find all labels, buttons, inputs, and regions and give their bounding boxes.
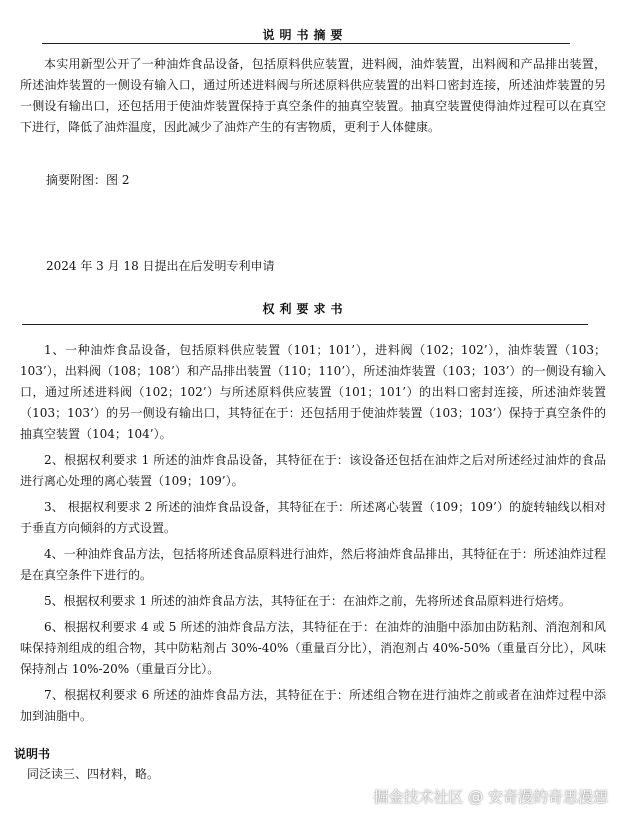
description-body: 同泛读三、四材料，略。 [27, 767, 160, 781]
claim-3: 3、 根据权利要求 2 所述的油炸食品设备，其特征在于：所述离心装置（109；109’）的旋转轴线以相对于垂直方向倾斜的方式设置。 [20, 500, 606, 535]
watermark: 掘金技术社区 @ 安奇漫的奇思漫想 [373, 788, 608, 806]
description-heading: 说明书 [14, 747, 51, 761]
claim-5: 5、根据权利要求 1 所述的油炸食品方法，其特征在于：在油炸之前，先将所述食品原料进行焙烤。 [44, 594, 571, 608]
abstract-title: 说明书摘要 [262, 28, 348, 42]
claim-1: 1、一种油炸食品设备，包括原料供应装置（101；101’），进料阀（102；102’），油炸装置（103；103’），出料阀（108；108’）和产品排出装置（110；110’），所述油炸装置（103；103’）的一侧设有输入口，通过所述进料阀（102；102’）与所述原料供应装置（101；101’）的出料口密封连接，所述油炸装置（103；103’）的另一侧设有输出口，其特征在于：还包括用于使油炸装置（103；103’）保持于真空条件的抽真空装置（104；104’）。 [20, 343, 606, 441]
claim-2: 2、根据权利要求 1 所述的油炸食品设备，其特征在于：该设备还包括在油炸之后对所述经过油炸的食品进行离心处理的离心装置（109；109’）。 [20, 453, 606, 488]
abstract-title-rule [42, 43, 570, 44]
claim-6: 6、根据权利要求 4 或 5 所述的油炸食品方法，其特征在于：在油炸的油脂中添加由防粘剂、消泡剂和风味保持剂组成的组合物，其中防粘剂占 30%-40%（重量百分比），消泡剂占 40%-50%（重量百分比），风味保持剂占 10%-20%（重量百分比）。 [20, 620, 606, 676]
claims-title-rule [22, 324, 588, 325]
claim-7: 7、根据权利要求 6 所述的油炸食品方法，其特征在于：所述组合物在进行油炸之前或者在油炸过程中添加到油脂中。 [20, 688, 606, 723]
claims-list [20, 340, 606, 732]
abstract-body: 本实用新型公开了一种油炸食品设备，包括原料供应装置，进料阀，油炸装置，出料阀和产品排出装置，所述油炸装置的一侧设有输入口，通过所述进料阀与所述原料供应装置的出料口密封连接，所述油炸装置的另一侧设有输出口，还包括用于使油炸装置保持于真空条件的抽真空装置。抽真空装置使得油炸过程可以在真空下进行，降低了油炸温度，因此减少了油炸产生的有害物质，更利于人体健康。 [20, 57, 606, 134]
claims-title: 权利要求书 [262, 302, 348, 316]
claim-4: 4、一种油炸食品方法，包括将所述食品原料进行油炸，然后将油炸食品排出，其特征在于：所述油炸过程是在真空条件下进行的。 [20, 547, 606, 582]
filing-note: 2024 年 3 月 18 日提出在后发明专利申请 [46, 259, 275, 273]
abstract-figure-note: 摘要附图：图 2 [46, 173, 130, 187]
